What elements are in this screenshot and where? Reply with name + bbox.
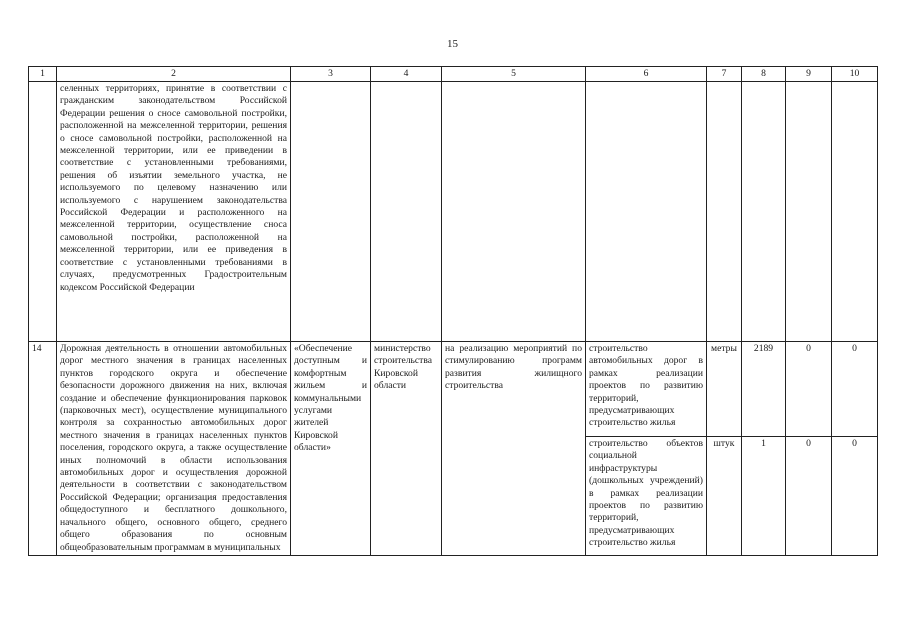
header-cell-10: 10 [832, 67, 878, 82]
header-cell-3: 3 [291, 67, 371, 82]
value-cell: 0 [786, 437, 832, 556]
header-cell-5: 5 [442, 67, 586, 82]
value-cell: 0 [832, 437, 878, 556]
authority-description-cell: Дорожная деятельность в отношении автомобильных дорог местного значения в границах населенных пунктов городского округа и обеспечение безопасности дорожного движения на них, включая создание и обеспечение функционирования парковок (парковочных мест), осуществление муниципального контроля за сохранностью автомобильных дорог местного значения в границах населенных пунктов поселения, городского округа, а также осуществление иных полномочий в области использования автомобильных дорог и осуществления дорожной деятельности в соответствии с законодательством Российской Федерации; организация предоставления общедоступного и бесплатного дошкольного, начального общего, основного общего, среднего общего образования по основным общеобразовательным программам в муниципальных [57, 342, 291, 556]
row-number-cell [29, 82, 57, 342]
value-cell [786, 82, 832, 342]
value-cell [832, 82, 878, 342]
header-cell-7: 7 [707, 67, 742, 82]
header-cell-6: 6 [586, 67, 707, 82]
unit-cell: метры [707, 342, 742, 437]
purpose-cell [442, 82, 586, 342]
program-table [28, 66, 878, 556]
value-cell: 2189 [742, 342, 786, 437]
result-cell [586, 82, 707, 342]
row-number-cell: 14 [29, 342, 57, 556]
value-cell: 0 [786, 342, 832, 437]
result-cell: строительство автомобильных дорог в рамках реализации проектов по развитию территорий, предусматривающих строительство жилья [586, 342, 707, 437]
header-cell-2: 2 [57, 67, 291, 82]
header-row [29, 67, 878, 82]
table-row [29, 342, 878, 437]
value-cell [742, 82, 786, 342]
responsible-cell [371, 82, 442, 342]
header-cell-1: 1 [29, 67, 57, 82]
header-cell-4: 4 [371, 67, 442, 82]
value-cell: 0 [832, 342, 878, 437]
program-cell [291, 82, 371, 342]
table-row [29, 82, 878, 342]
unit-cell [707, 82, 742, 342]
result-cell: строительство объектов социальной инфраструктуры (дошкольных учреждений) в рамках реализации проектов по развитию территорий, предусматривающих строительство жилья [586, 437, 707, 556]
program-cell: «Обеспечение доступным и комфортным жильем и коммунальными услугами жителей Кировской области» [291, 342, 371, 556]
header-cell-9: 9 [786, 67, 832, 82]
header-cell-8: 8 [742, 67, 786, 82]
unit-cell: штук [707, 437, 742, 556]
authority-description-cell: селенных территориях, принятие в соответствии с гражданским законодательством Российской Федерации решения о сносе самовольной постройки, расположенной на межселенной территории, решения о сносе самовольной постройки, расположенной на межселенной территории, или ее приведении в соответствие с установленными требованиями, решения об изъятии земельного участка, не используемого по целевому назначению или используемого с нарушением законодательства Российской Федерации и расположенного на межселенной территории, осуществление сноса самовольной постройки, расположенной на межселенной территории, или ее приведения в соответствие с установленными требованиями в случаях, предусмотренных Градостроительным кодексом Российской Федерации [57, 82, 291, 342]
page-number: 15 [447, 38, 458, 50]
responsible-cell: министерство строительства Кировской области [371, 342, 442, 556]
purpose-cell: на реализацию мероприятий по стимулированию программ развития жилищного строительства [442, 342, 586, 556]
value-cell: 1 [742, 437, 786, 556]
